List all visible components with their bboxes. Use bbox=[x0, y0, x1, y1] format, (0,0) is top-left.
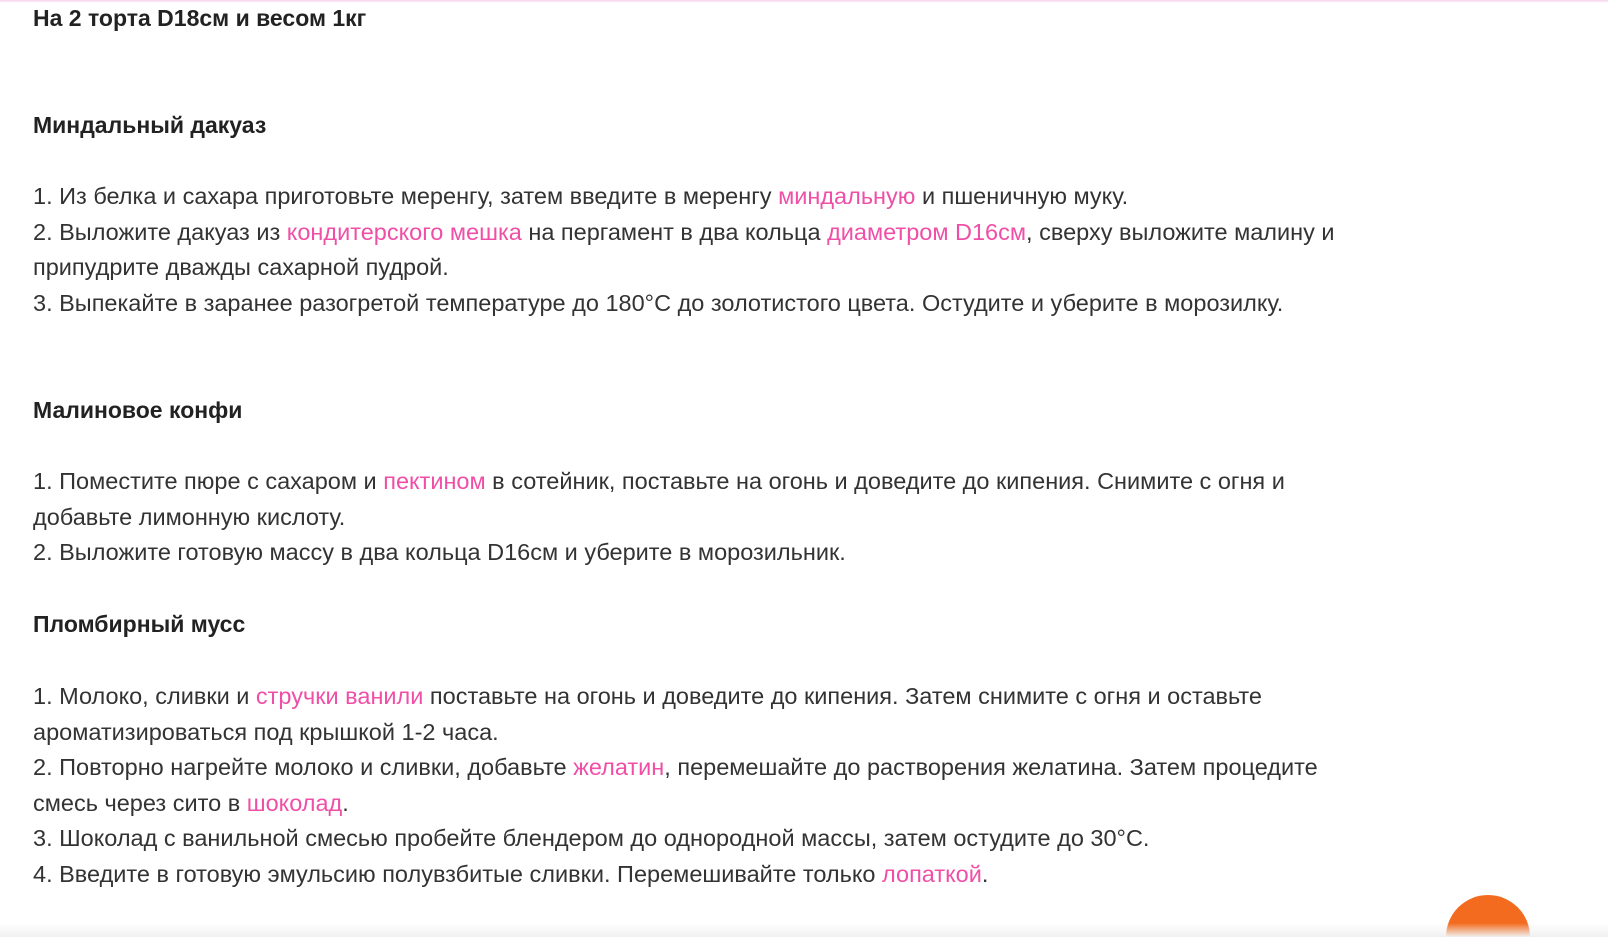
step-text: 1. Поместите пюре с сахаром и bbox=[33, 468, 384, 494]
steps-dacquoise bbox=[33, 179, 1353, 321]
ingredient-link[interactable]: диаметром D16см bbox=[827, 218, 1027, 245]
ingredient-link[interactable]: пектином bbox=[383, 468, 486, 494]
step-text: 3. Шоколад с ванильной смесью пробейте блендером до однородной массы, затем остудите до 30°С. bbox=[33, 825, 1150, 851]
step-text: . bbox=[342, 789, 349, 816]
recipe-step bbox=[33, 821, 1353, 857]
step-text: 1. Молоко, сливки и bbox=[33, 683, 256, 709]
recipe-step bbox=[33, 286, 1353, 322]
step-text: . bbox=[981, 860, 989, 887]
ingredient-link[interactable]: стручки ванили bbox=[255, 683, 424, 709]
recipe-step bbox=[33, 179, 1353, 215]
step-text: 1. Из белка и сахара приготовьте меренгу, затем введите в меренгу bbox=[33, 183, 779, 209]
section-title-mousse: Пломбирный мусс bbox=[33, 611, 246, 637]
recipe-yield-heading: На 2 торта D18см и весом 1кг bbox=[33, 5, 367, 31]
ingredient-link[interactable]: кондитерского мешка bbox=[286, 218, 522, 245]
recipe-step bbox=[33, 535, 1353, 571]
step-text: в сотейник, поставьте на огонь и доведите до кипения. Снимите с огня и добавьте лимонную кислоту. bbox=[33, 468, 1285, 530]
recipe-step bbox=[33, 857, 1353, 893]
ingredient-link[interactable]: шоколад bbox=[246, 789, 343, 816]
recipe-step bbox=[33, 750, 1353, 821]
ingredient-link[interactable]: желатин bbox=[573, 754, 665, 780]
step-text: поставьте на огонь и доведите до кипения. Затем снимите с огня и оставьте ароматизироваться под крышкой 1-2 часа. bbox=[33, 683, 1262, 745]
step-text: , сверху выложите малину и припудрите дважды сахарной пудрой. bbox=[33, 218, 1335, 280]
scroll-to-top-button[interactable] bbox=[1446, 895, 1530, 937]
step-text: на пергамент в два кольца bbox=[521, 218, 828, 245]
step-text: 3. Выпекайте в заранее разогретой температуре до 180°С до золотистого цвета. Остудите и уберите в морозилку. bbox=[33, 289, 1284, 316]
step-text: 4. Введите в готовую эмульсию полувзбитые сливки. Перемешивайте только bbox=[33, 860, 883, 887]
bottom-fade bbox=[0, 923, 1608, 937]
step-text: и пшеничную муку. bbox=[915, 183, 1129, 209]
ingredient-link[interactable]: лопаткой bbox=[882, 860, 982, 887]
section-title-confit: Малиновое конфи bbox=[33, 397, 243, 423]
step-text: 2. Выложите готовую массу в два кольца D16см и уберите в морозильник. bbox=[33, 539, 846, 565]
step-text: 2. Выложите дакуаз из bbox=[33, 218, 287, 245]
step-text: 2. Повторно нагрейте молоко и сливки, добавьте bbox=[33, 754, 574, 780]
steps-confit bbox=[33, 464, 1353, 571]
ingredient-link[interactable]: миндальную bbox=[778, 183, 916, 209]
recipe-step bbox=[33, 679, 1353, 750]
recipe-step bbox=[33, 464, 1353, 535]
section-title-dacquoise: Миндальный дакуаз bbox=[33, 112, 267, 138]
recipe-step bbox=[33, 215, 1353, 286]
step-text: , перемешайте до растворения желатина. Затем процедите смесь через сито в bbox=[33, 754, 1318, 816]
steps-mousse bbox=[33, 679, 1353, 892]
